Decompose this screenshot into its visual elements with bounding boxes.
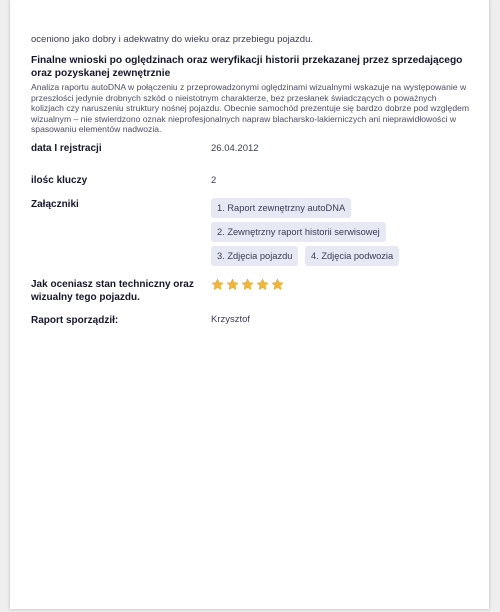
- keys-value: 2: [211, 175, 217, 186]
- star-icon: [256, 278, 269, 291]
- star-rating: [211, 278, 284, 291]
- author-label: Raport sporządził:: [31, 315, 119, 326]
- attachments-label: Załączniki: [31, 199, 79, 210]
- attachment-chip-vehicle-photos[interactable]: 3. Zdjęcia pojazdu: [211, 246, 298, 266]
- star-icon: [241, 278, 254, 291]
- attachment-chip-service-history[interactable]: 2. Zewnętrzny raport historii serwisowej: [211, 222, 386, 242]
- conclusion-text: Analiza raportu autoDNA w połączeniu z przeprowadzonymi oględzinami wizualnymi wskazuje na występowanie w przeszłości jedynie drobnych szkód o nieistotnym charakterze, bez przesłanek świadczących o poważnych kolizjach czy naruszeniu struktury nośnej pojazdu. Obecnie samochód prezentuje się bardzo dobrze pod względem wizualnym – nie stwierdzono oznak nieprofesjonalnych napraw blacharsko-lakierniczych ani nieprawidłowości w spasowaniu elementów nadwozia.: [31, 82, 470, 135]
- conclusion-heading: Finalne wnioski po oględzinach oraz weryfikacji historii przekazanej przez sprzedającego oraz pozyskanej zewnętrznie: [31, 55, 463, 79]
- attachment-chip-autodna[interactable]: 1. Raport zewnętrzny autoDNA: [211, 198, 351, 218]
- registration-label: data I rejstracji: [31, 143, 102, 154]
- intro-line: oceniono jako dobry i adekwatny do wieku oraz przebiegu pojazdu.: [31, 34, 314, 45]
- rating-label: Jak oceniasz stan techniczny oraz wizualny tego pojazdu.: [31, 279, 194, 303]
- star-icon: [271, 278, 284, 291]
- registration-value: 26.04.2012: [211, 143, 259, 154]
- star-icon: [226, 278, 239, 291]
- star-icon: [211, 278, 224, 291]
- attachment-chip-undercarriage-photos[interactable]: 4. Zdjęcia podwozia: [305, 246, 399, 266]
- keys-label: ilośc kluczy: [31, 175, 88, 186]
- document-page: [10, 0, 489, 609]
- author-value: Krzysztof: [211, 314, 251, 325]
